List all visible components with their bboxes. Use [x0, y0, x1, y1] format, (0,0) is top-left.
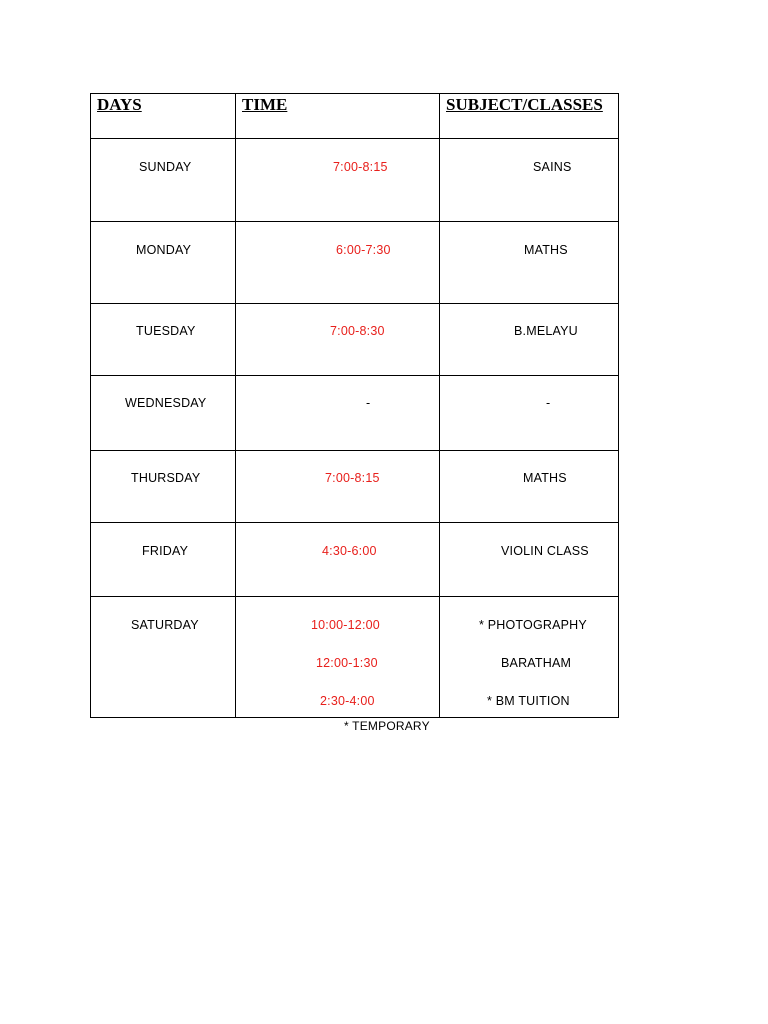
time-cell: [236, 376, 440, 451]
day-cell: [91, 304, 236, 376]
subject-value: BARATHAM: [501, 656, 572, 670]
table-row: [91, 597, 619, 718]
time-value: 7:00-8:30: [330, 324, 385, 338]
subject-value: VIOLIN CLASS: [501, 544, 589, 558]
day-cell: [91, 523, 236, 597]
day-label: SATURDAY: [131, 618, 199, 632]
header-days: DAYS: [91, 94, 236, 139]
time-value: 7:00-8:15: [325, 471, 380, 485]
time-value: 6:00-7:30: [336, 243, 391, 257]
time-cell: [236, 304, 440, 376]
subject-value: MATHS: [523, 471, 567, 485]
footnote: * TEMPORARY: [344, 719, 430, 733]
time-value: 2:30-4:00: [320, 694, 375, 708]
subject-cell: [440, 222, 619, 304]
day-label: MONDAY: [136, 243, 192, 257]
table-row: [91, 139, 619, 222]
day-cell: [91, 597, 236, 718]
day-label: THURSDAY: [131, 471, 201, 485]
subject-value: * PHOTOGRAPHY: [479, 618, 587, 632]
subject-cell: [440, 597, 619, 718]
time-value: 12:00-1:30: [316, 656, 378, 670]
header-subject: SUBJECT/CLASSES: [440, 94, 619, 139]
subject-value: * BM TUITION: [487, 694, 570, 708]
day-label: FRIDAY: [142, 544, 189, 558]
subject-cell: [440, 451, 619, 523]
time-value: 10:00-12:00: [311, 618, 380, 632]
table-row: [91, 376, 619, 451]
table-row: [91, 523, 619, 597]
day-label: SUNDAY: [139, 160, 192, 174]
header-row: [91, 94, 619, 139]
table-row: [91, 222, 619, 304]
subject-value: SAINS: [533, 160, 572, 174]
time-value: 7:00-8:15: [333, 160, 388, 174]
time-cell: [236, 451, 440, 523]
subject-cell: [440, 139, 619, 222]
day-cell: [91, 139, 236, 222]
subject-cell: [440, 523, 619, 597]
time-value: 4:30-6:00: [322, 544, 377, 558]
subject-value: B.MELAYU: [514, 324, 578, 338]
subject-value: MATHS: [524, 243, 568, 257]
day-cell: [91, 451, 236, 523]
time-cell: [236, 597, 440, 718]
subject-value: -: [546, 396, 551, 410]
subject-cell: [440, 376, 619, 451]
time-value: -: [366, 396, 371, 410]
day-cell: [91, 376, 236, 451]
day-label: WEDNESDAY: [125, 396, 207, 410]
day-label: TUESDAY: [136, 324, 196, 338]
time-cell: [236, 139, 440, 222]
time-cell: [236, 222, 440, 304]
table-row: [91, 451, 619, 523]
time-cell: [236, 523, 440, 597]
timetable: [90, 93, 619, 718]
header-time: TIME: [236, 94, 440, 139]
subject-cell: [440, 304, 619, 376]
table-row: [91, 304, 619, 376]
day-cell: [91, 222, 236, 304]
